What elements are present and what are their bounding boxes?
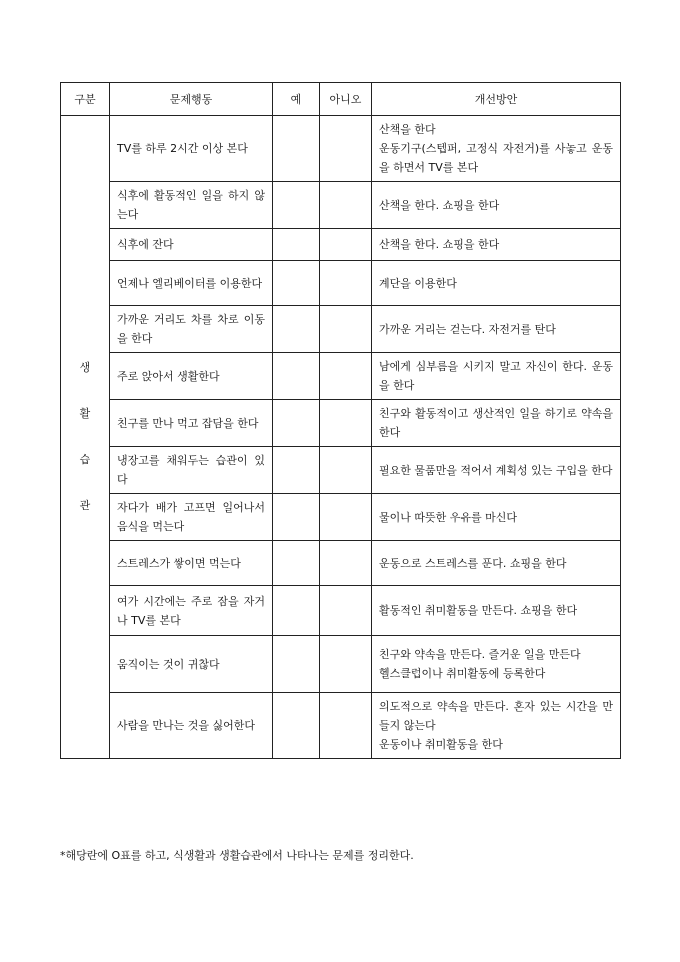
problem-behavior-cell: 냉장고를 채워두는 습관이 있다 xyxy=(110,447,273,494)
no-check-cell[interactable] xyxy=(320,353,372,400)
plan-line: 의도적으로 약속을 만든다. 혼자 있는 시간을 만들지 않는다 xyxy=(379,700,613,732)
behavior-checklist-table xyxy=(60,82,621,759)
plan-line: 운동으로 스트레스를 푼다. 쇼핑을 한다 xyxy=(379,556,567,570)
plan-line: 운동기구(스텝퍼, 고정식 자전거)를 사놓고 운동을 하면서 TV를 본다 xyxy=(379,142,613,174)
plan-line: 가까운 거리는 걷는다. 자전거를 탄다 xyxy=(379,322,556,336)
no-check-cell[interactable] xyxy=(320,494,372,541)
improvement-plan-cell xyxy=(372,182,621,229)
table-row xyxy=(61,353,621,400)
improvement-plan-cell xyxy=(372,229,621,261)
no-check-cell[interactable] xyxy=(320,182,372,229)
problem-behavior-cell: 식후에 잔다 xyxy=(110,229,273,261)
table-row xyxy=(61,261,621,306)
header-yes: 예 xyxy=(273,83,320,116)
yes-check-cell[interactable] xyxy=(273,636,320,693)
no-check-cell[interactable] xyxy=(320,636,372,693)
category-char: 관 xyxy=(79,499,91,512)
no-check-cell[interactable] xyxy=(320,306,372,353)
yes-check-cell[interactable] xyxy=(273,182,320,229)
header-plan: 개선방안 xyxy=(372,83,621,116)
yes-check-cell[interactable] xyxy=(273,229,320,261)
table-row xyxy=(61,306,621,353)
problem-behavior-cell: TV를 하루 2시간 이상 본다 xyxy=(110,116,273,182)
problem-behavior-cell: 식후에 활동적인 일을 하지 않는다 xyxy=(110,182,273,229)
yes-check-cell[interactable] xyxy=(273,586,320,636)
table-row xyxy=(61,586,621,636)
no-check-cell[interactable] xyxy=(320,229,372,261)
problem-behavior-cell: 사람을 만나는 것을 싫어한다 xyxy=(110,693,273,759)
category-char: 활 xyxy=(79,407,91,420)
yes-check-cell[interactable] xyxy=(273,447,320,494)
plan-line: 필요한 물품만을 적어서 계획성 있는 구입을 한다 xyxy=(379,463,613,477)
problem-behavior-cell: 언제나 엘리베이터를 이용한다 xyxy=(110,261,273,306)
problem-behavior-cell: 여가 시간에는 주로 잠을 자거나 TV를 본다 xyxy=(110,586,273,636)
table-row xyxy=(61,494,621,541)
improvement-plan-cell xyxy=(372,636,621,693)
improvement-plan-cell xyxy=(372,494,621,541)
improvement-plan-cell xyxy=(372,306,621,353)
plan-line: 남에게 심부름을 시키지 말고 자신이 한다. 운동을 한다 xyxy=(379,360,613,392)
yes-check-cell[interactable] xyxy=(273,306,320,353)
problem-behavior-cell: 가까운 거리도 차를 차로 이동을 한다 xyxy=(110,306,273,353)
problem-behavior-cell: 스트레스가 쌓이면 먹는다 xyxy=(110,541,273,586)
plan-line: 운동이나 취미활동을 한다 xyxy=(379,738,503,751)
yes-check-cell[interactable] xyxy=(273,494,320,541)
improvement-plan-cell xyxy=(372,447,621,494)
yes-check-cell[interactable] xyxy=(273,541,320,586)
no-check-cell[interactable] xyxy=(320,400,372,447)
problem-behavior-cell: 친구를 만나 먹고 잡담을 한다 xyxy=(110,400,273,447)
table-row xyxy=(61,447,621,494)
yes-check-cell[interactable] xyxy=(273,353,320,400)
plan-line: 산책을 한다 xyxy=(379,123,436,136)
header-category: 구분 xyxy=(61,83,110,116)
improvement-plan-cell xyxy=(372,116,621,182)
problem-behavior-cell: 움직이는 것이 귀찮다 xyxy=(110,636,273,693)
improvement-plan-cell xyxy=(372,400,621,447)
improvement-plan-cell xyxy=(372,586,621,636)
problem-behavior-cell: 자다가 배가 고프면 일어나서 음식을 먹는다 xyxy=(110,494,273,541)
plan-line: 산책을 한다. 쇼핑을 한다 xyxy=(379,238,500,251)
plan-line: 헬스클럽이나 취미활동에 등록한다 xyxy=(379,667,546,680)
no-check-cell[interactable] xyxy=(320,586,372,636)
category-char: 습 xyxy=(79,453,91,466)
yes-check-cell[interactable] xyxy=(273,116,320,182)
table-row xyxy=(61,182,621,229)
yes-check-cell[interactable] xyxy=(273,400,320,447)
category-char: 생 xyxy=(79,361,91,374)
improvement-plan-cell xyxy=(372,693,621,759)
table-row xyxy=(61,229,621,261)
no-check-cell[interactable] xyxy=(320,693,372,759)
footnote: *해당란에 O표를 하고, 식생활과 생활습관에서 나타나는 문제를 정리한다. xyxy=(60,849,414,862)
table-header-row xyxy=(61,83,621,116)
no-check-cell[interactable] xyxy=(320,116,372,182)
table-row xyxy=(61,636,621,693)
yes-check-cell[interactable] xyxy=(273,261,320,306)
plan-line: 친구와 활동적이고 생산적인 일을 하기로 약속을 한다 xyxy=(379,407,613,439)
table-row xyxy=(61,116,621,182)
improvement-plan-cell xyxy=(372,353,621,400)
plan-line: 산책을 한다. 쇼핑을 한다 xyxy=(379,198,500,212)
plan-line: 계단을 이용한다 xyxy=(379,276,457,290)
plan-line: 친구와 약속을 만든다. 즐거운 일을 만든다 xyxy=(379,648,581,661)
plan-line: 활동적인 취미활동을 만든다. 쇼핑을 한다 xyxy=(379,604,578,617)
no-check-cell[interactable] xyxy=(320,447,372,494)
no-check-cell[interactable] xyxy=(320,541,372,586)
table-row xyxy=(61,541,621,586)
header-no: 아니오 xyxy=(320,83,372,116)
header-behavior: 문제행동 xyxy=(110,83,273,116)
table-row xyxy=(61,400,621,447)
plan-line: 물이나 따뜻한 우유를 마신다 xyxy=(379,510,518,524)
yes-check-cell[interactable] xyxy=(273,693,320,759)
no-check-cell[interactable] xyxy=(320,261,372,306)
table-row xyxy=(61,693,621,759)
improvement-plan-cell xyxy=(372,261,621,306)
category-cell xyxy=(61,116,110,759)
problem-behavior-cell: 주로 앉아서 생활한다 xyxy=(110,353,273,400)
improvement-plan-cell xyxy=(372,541,621,586)
